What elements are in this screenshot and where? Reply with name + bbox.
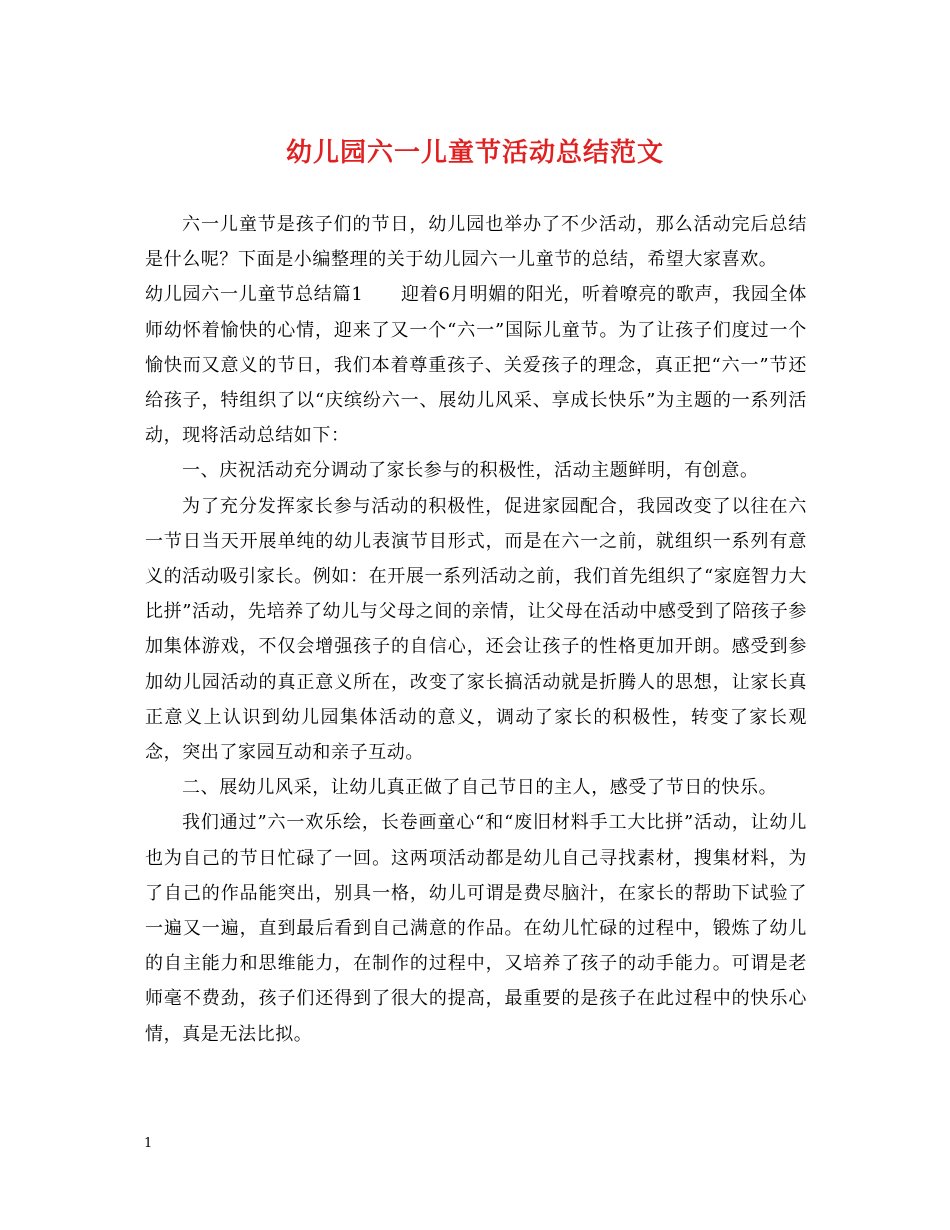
paragraph-intro: 六一儿童节是孩子们的节日，幼儿园也举办了不少活动，那么活动完后总结是什么呢？下面是小编整理的关于幼儿园六一儿童节的总结，希望大家喜欢。 — [145, 214, 807, 271]
heading-section-1: 一、庆祝活动充分调动了家长参与的积极性，活动主题鲜明，有创意。 — [182, 460, 759, 482]
document-body — [145, 207, 807, 1052]
paragraph-section-2: 我们通过”六一欢乐绘，长卷画童心“和“废旧材料手工大比拼”活动，让幼儿也为自己的节日忙碌了一回。这两项活动都是幼儿自己寻找素材，搜集材料，为了自己的作品能突出，别具一格，幼儿可谓是费尽脑汁，在家长的帮助下试验了一遍又一遍，直到最后看到自己满意的作品。在幼儿忙碌的过程中，锻炼了幼儿的自主能力和思维能力，在制作的过程中，又培养了孩子的动手能力。可谓是老师毫不费劲，孩子们还得到了很大的提高，最重要的是孩子在此过程中的快乐心情，真是无法比拟。 — [145, 812, 807, 1045]
paragraph-summary-1: 幼儿园六一儿童节总结篇1 迎着6月明媚的阳光，听着嘹亮的歌声，我园全体师幼怀着愉快的心情，迎来了又一个“六一”国际儿童节。为了让孩子们度过一个愉快而又意义的节日，我们本着尊重孩子、关爱孩子的理念，真正把“六一”节还给孩子，特组织了以“庆缤纷六一、展幼儿风采、享成长快乐”为主题的一系列活动，现将活动总结如下： — [145, 284, 807, 447]
document-title: 幼儿园六一儿童节活动总结范文 — [285, 138, 664, 168]
page-number: 1 — [144, 1136, 153, 1151]
paragraph-section-1: 为了充分发挥家长参与活动的积极性，促进家园配合，我园改变了以往在六一节日当天开展单纯的幼儿表演节目形式，而是在六一之前，就组织一系列有意义的活动吸引家长。例如：在开展一系列活动之前，我们首先组织了“家庭智力大比拼”活动，先培养了幼儿与父母之间的亲情，让父母在活动中感受到了陪孩子参加集体游戏，不仅会增强孩子的自信心，还会让孩子的性格更加开朗。感受到参加幼儿园活动的真正意义所在，改变了家长搞活动就是折腾人的思想，让家长真正意义上认识到幼儿园集体活动的意义，调动了家长的积极性，转变了家长观念，突出了家园互动和亲子互动。 — [145, 495, 807, 764]
heading-section-2: 二、展幼儿风采，让幼儿真正做了自己节日的主人，感受了节日的快乐。 — [182, 777, 778, 799]
